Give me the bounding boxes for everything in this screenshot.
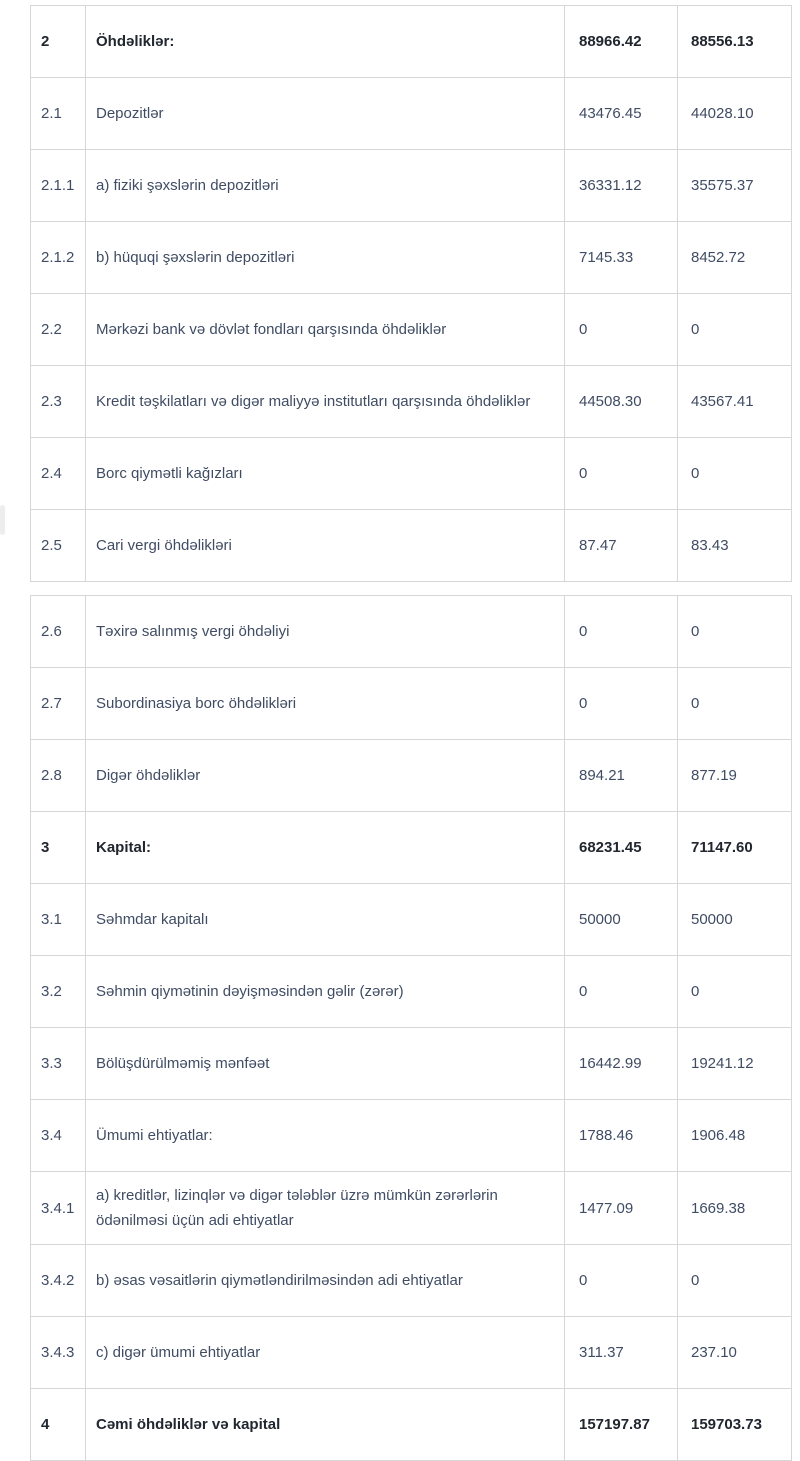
row-code-cell: 2.6	[31, 596, 86, 668]
value-col2-cell: 237.10	[678, 1317, 792, 1389]
row-code-cell: 4	[31, 1389, 86, 1461]
value-col2-cell: 35575.37	[678, 150, 792, 222]
row-label-cell: Öhdəliklər:	[86, 6, 565, 78]
value-col1-cell: 16442.99	[565, 1028, 678, 1100]
row-label-cell: a) kreditlər, lizinqlər və digər tələblər üzrə mümkün zərərlərin ödənilməsi üçün adi ehtiyatlar	[86, 1172, 565, 1245]
value-col1-cell: 50000	[565, 884, 678, 956]
value-col2-cell: 159703.73	[678, 1389, 792, 1461]
table-row	[31, 1172, 792, 1245]
value-col2-cell: 0	[678, 668, 792, 740]
value-col1-cell: 894.21	[565, 740, 678, 812]
table-row	[31, 6, 792, 78]
row-label-cell: Ümumi ehtiyatlar:	[86, 1100, 565, 1172]
row-label-cell: Bölüşdürülməmiş mənfəət	[86, 1028, 565, 1100]
value-col2-cell: 19241.12	[678, 1028, 792, 1100]
value-col1-cell: 0	[565, 294, 678, 366]
value-col2-cell: 0	[678, 294, 792, 366]
value-col1-cell: 88966.42	[565, 6, 678, 78]
value-col1-cell: 7145.33	[565, 222, 678, 294]
table-row	[31, 294, 792, 366]
row-label-cell: Digər öhdəliklər	[86, 740, 565, 812]
row-label-cell: Cari vergi öhdəlikləri	[86, 510, 565, 582]
value-col2-cell: 88556.13	[678, 6, 792, 78]
table-row	[31, 668, 792, 740]
table-row	[31, 222, 792, 294]
row-code-cell: 2.3	[31, 366, 86, 438]
row-code-cell: 3.4.1	[31, 1172, 86, 1245]
value-col1-cell: 44508.30	[565, 366, 678, 438]
value-col2-cell: 0	[678, 438, 792, 510]
row-code-cell: 2.7	[31, 668, 86, 740]
value-col2-cell: 71147.60	[678, 812, 792, 884]
value-col1-cell: 157197.87	[565, 1389, 678, 1461]
table-row	[31, 1100, 792, 1172]
value-col2-cell: 0	[678, 1245, 792, 1317]
row-label-cell: c) digər ümumi ehtiyatlar	[86, 1317, 565, 1389]
row-code-cell: 3.4	[31, 1100, 86, 1172]
value-col2-cell: 8452.72	[678, 222, 792, 294]
value-col1-cell: 0	[565, 438, 678, 510]
table-row	[31, 510, 792, 582]
value-col2-cell: 0	[678, 596, 792, 668]
value-col1-cell: 311.37	[565, 1317, 678, 1389]
table-row	[31, 740, 792, 812]
value-col1-cell: 1788.46	[565, 1100, 678, 1172]
row-label-cell: Cəmi öhdəliklər və kapital	[86, 1389, 565, 1461]
row-code-cell: 2.1.2	[31, 222, 86, 294]
table-row	[31, 1389, 792, 1461]
table-row	[31, 150, 792, 222]
value-col2-cell: 1669.38	[678, 1172, 792, 1245]
value-col2-cell: 0	[678, 956, 792, 1028]
row-label-cell: Mərkəzi bank və dövlət fondları qarşısında öhdəliklər	[86, 294, 565, 366]
row-code-cell: 3	[31, 812, 86, 884]
row-label-cell: Depozitlər	[86, 78, 565, 150]
value-col1-cell: 0	[565, 956, 678, 1028]
value-col1-cell: 0	[565, 668, 678, 740]
value-col2-cell: 50000	[678, 884, 792, 956]
value-col2-cell: 44028.10	[678, 78, 792, 150]
row-code-cell: 2.1	[31, 78, 86, 150]
table-row	[31, 1028, 792, 1100]
value-col1-cell: 43476.45	[565, 78, 678, 150]
table-row	[31, 884, 792, 956]
row-code-cell: 2.1.1	[31, 150, 86, 222]
row-code-cell: 2	[31, 6, 86, 78]
table-row	[31, 1317, 792, 1389]
row-code-cell: 3.2	[31, 956, 86, 1028]
table-row	[31, 78, 792, 150]
row-label-cell: Subordinasiya borc öhdəlikləri	[86, 668, 565, 740]
row-code-cell: 3.1	[31, 884, 86, 956]
table-segment-upper	[30, 5, 792, 582]
row-label-cell: Borc qiymətli kağızları	[86, 438, 565, 510]
row-code-cell: 3.4.3	[31, 1317, 86, 1389]
row-code-cell: 3.4.2	[31, 1245, 86, 1317]
row-code-cell: 2.4	[31, 438, 86, 510]
row-label-cell: Səhmdar kapitalı	[86, 884, 565, 956]
row-code-cell: 2.2	[31, 294, 86, 366]
value-col1-cell: 0	[565, 1245, 678, 1317]
value-col2-cell: 877.19	[678, 740, 792, 812]
row-label-cell: Kredit təşkilatları və digər maliyyə institutları qarşısında öhdəliklər	[86, 366, 565, 438]
table-row	[31, 438, 792, 510]
edge-artifact	[0, 505, 5, 535]
value-col2-cell: 1906.48	[678, 1100, 792, 1172]
table-row	[31, 812, 792, 884]
row-code-cell: 2.8	[31, 740, 86, 812]
table-row	[31, 1245, 792, 1317]
row-code-cell: 2.5	[31, 510, 86, 582]
value-col1-cell: 87.47	[565, 510, 678, 582]
row-label-cell: Kapital:	[86, 812, 565, 884]
value-col1-cell: 68231.45	[565, 812, 678, 884]
row-code-cell: 3.3	[31, 1028, 86, 1100]
row-label-cell: b) əsas vəsaitlərin qiymətləndirilməsindən adi ehtiyatlar	[86, 1245, 565, 1317]
liabilities-capital-table	[30, 5, 791, 1461]
value-col2-cell: 43567.41	[678, 366, 792, 438]
row-label-cell: b) hüquqi şəxslərin depozitləri	[86, 222, 565, 294]
table-row	[31, 956, 792, 1028]
row-label-cell: a) fiziki şəxslərin depozitləri	[86, 150, 565, 222]
value-col2-cell: 83.43	[678, 510, 792, 582]
table-segment-lower	[30, 595, 792, 1461]
value-col1-cell: 36331.12	[565, 150, 678, 222]
row-label-cell: Səhmin qiymətinin dəyişməsindən gəlir (zərər)	[86, 956, 565, 1028]
row-label-cell: Təxirə salınmış vergi öhdəliyi	[86, 596, 565, 668]
value-col1-cell: 1477.09	[565, 1172, 678, 1245]
table-row	[31, 366, 792, 438]
table-row	[31, 596, 792, 668]
value-col1-cell: 0	[565, 596, 678, 668]
